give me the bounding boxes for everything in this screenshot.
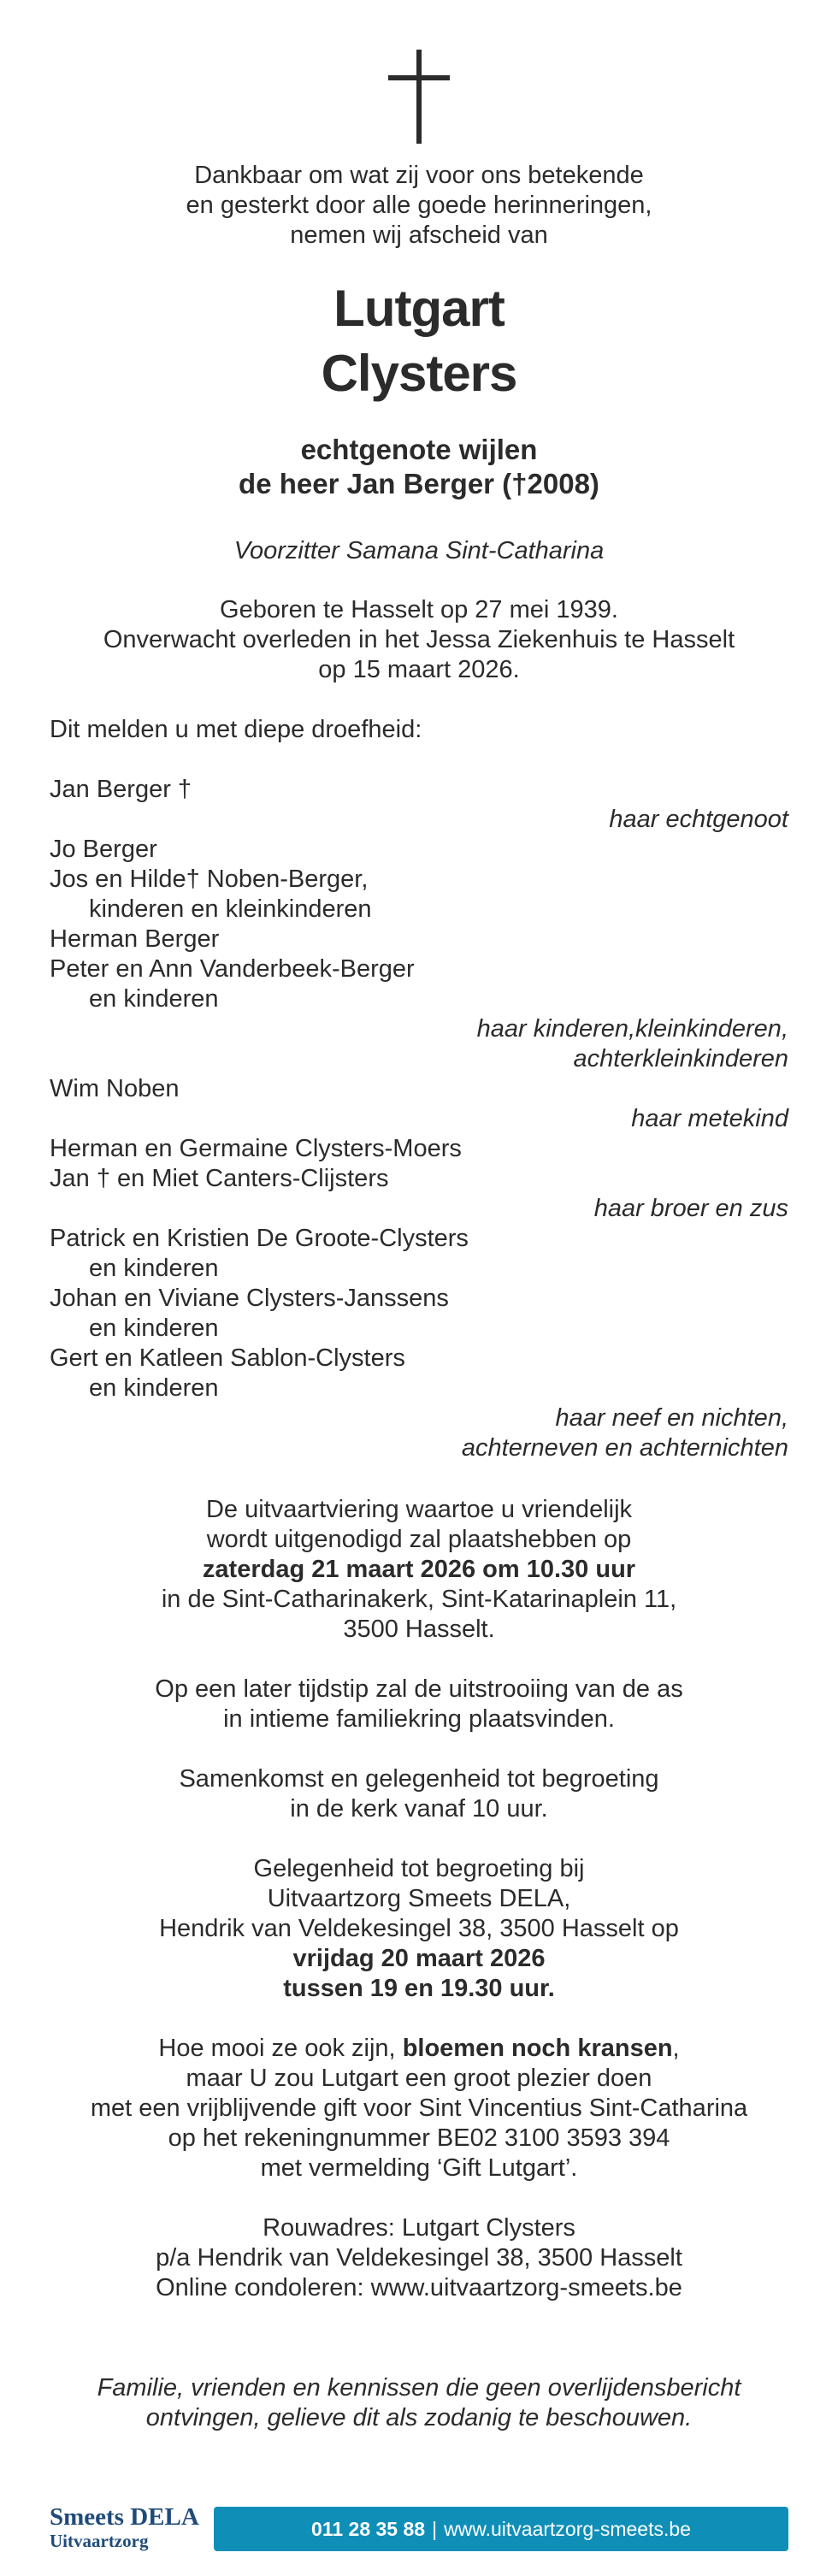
intro-line: en gesterkt door alle goede herinneringen, [186, 192, 652, 219]
family-member: Herman Berger [50, 925, 220, 953]
family-member: Jo Berger [50, 836, 157, 863]
family-member-sub: en kinderen [89, 1255, 219, 1282]
relation-label: haar echtgenoot [609, 806, 788, 833]
relation-label: haar metekind [631, 1105, 788, 1132]
phone-number[interactable]: 011 28 35 88 [311, 2518, 426, 2540]
family-member-sub: en kinderen [89, 1374, 219, 1402]
intro-line: nemen wij afscheid van [290, 222, 548, 249]
intro-text [0, 161, 838, 251]
visitation-date: vrijdag 20 maart 2026 [292, 1945, 546, 1972]
family-member-sub: en kinderen [89, 985, 219, 1013]
death-line: Onverwacht overleden in het Jessa Ziekenhuis te Hasselt [103, 626, 735, 653]
website-link[interactable]: www.uitvaartzorg-smeets.be [444, 2518, 691, 2540]
family-member: Jan Berger † [50, 776, 192, 803]
donation-line: maar U zou Lutgart een groot plezier doen [186, 2065, 652, 2092]
closing-line: ontvingen, gelieve dit als zodanig te beschouwen. [145, 2404, 693, 2431]
logo-subtitle: Uitvaartzorg [50, 2531, 149, 2551]
visitation-line: Hendrik van Veldekesingel 38, 3500 Hasselt op [159, 1915, 679, 1942]
logo-name: Smeets DELA [50, 2503, 199, 2531]
closing-line: Familie, vrienden en kennissen die geen overlijdensbericht [97, 2374, 741, 2402]
separator: | [432, 2518, 438, 2540]
relation-label: achterkleinkinderen [573, 1045, 788, 1072]
service-line: in de Sint-Catharinakerk, Sint-Katarinaplein 11, [161, 1586, 677, 1613]
spouse-line: de heer Jan Berger (†2008) [239, 468, 599, 499]
contact-bar [214, 2507, 788, 2551]
donation-line: met vermelding ‘Gift Lutgart’. [260, 2154, 578, 2182]
relation-label: haar kinderen,kleinkinderen, [476, 1015, 788, 1043]
role-text [0, 536, 838, 566]
role-line: Voorzitter Samana Sint-Catharina [233, 537, 605, 564]
family-member: Peter en Ann Vanderbeek-Berger [50, 955, 415, 983]
family-member: Jos en Hilde† Noben-Berger, [50, 866, 369, 893]
address-line: p/a Hendrik van Veldekesingel 38, 3500 Hasselt [156, 2244, 682, 2272]
service-info [0, 1495, 838, 2303]
family-member: Jan † en Miet Canters-Clijsters [50, 1165, 389, 1192]
spouse-line: echtgenote wijlen [300, 434, 538, 465]
ashes-line: in intieme familiekring plaatsvinden. [223, 1705, 615, 1733]
family-member-sub: en kinderen [89, 1315, 219, 1342]
visitation-line: Uitvaartzorg Smeets DELA, [267, 1885, 571, 1912]
visitation-time: tussen 19 en 19.30 uur. [283, 1975, 555, 2002]
birth-line: Geboren te Hasselt op 27 mei 1939. [220, 596, 618, 623]
account-line: op het rekeningnummer BE02 3100 3593 394 [168, 2124, 670, 2152]
death-date-line: op 15 maart 2026. [318, 656, 520, 683]
family-member: Herman en Germaine Clysters-Moers [50, 1135, 462, 1162]
gathering-line: in de kerk vanaf 10 uur. [290, 1795, 548, 1823]
visitation-line: Gelegenheid tot begroeting bij [253, 1855, 585, 1882]
funeral-home-logo [50, 2503, 199, 2551]
ashes-line: Op een later tijdstip zal de uitstrooiing van de as [155, 1675, 683, 1703]
cross-icon [388, 50, 450, 144]
last-name: Clysters [321, 345, 517, 402]
service-line: De uitvaartviering waartoe u vriendelijk [205, 1496, 633, 1523]
condolence-line: Online condoleren: www.uitvaartzorg-smeets.be [156, 2274, 682, 2301]
flowers-text: Hoe mooi ze ook zijn, [158, 2035, 403, 2062]
service-date: zaterdag 21 maart 2026 om 10.30 uur [202, 1556, 636, 1583]
family-member: Gert en Katleen Sablon-Clysters [50, 1344, 405, 1372]
donation-line: met een vrijblijvende gift voor Sint Vincentius Sint-Catharina [90, 2094, 748, 2122]
family-member-sub: kinderen en kleinkinderen [89, 895, 372, 923]
footer [0, 2491, 838, 2576]
spouse-note [0, 433, 838, 501]
address-line: Rouwadres: Lutgart Clysters [263, 2214, 575, 2242]
flowers-emphasis: bloemen noch kransen [402, 2035, 673, 2062]
relation-label: achterneven en achternichten [461, 1434, 788, 1462]
deceased-name [0, 276, 838, 406]
family-list [50, 715, 788, 1463]
closing-note [0, 2373, 838, 2433]
first-name: Lutgart [333, 280, 505, 337]
service-line: wordt uitgenodigd zal plaatshebben op [206, 1526, 632, 1553]
relation-label: haar broer en zus [593, 1195, 788, 1222]
flowers-comma: , [672, 2035, 680, 2062]
family-member: Patrick en Kristien De Groote-Clysters [50, 1225, 469, 1252]
family-member: Wim Noben [50, 1075, 180, 1102]
intro-line: Dankbaar om wat zij voor ons betekende [194, 162, 644, 189]
gathering-line: Samenkomst en gelegenheid tot begroeting [179, 1765, 659, 1793]
birth-death-info [0, 595, 838, 685]
family-member: Johan en Viviane Clysters-Janssens [50, 1285, 449, 1312]
relation-label: haar neef en nichten, [555, 1404, 788, 1432]
service-line: 3500 Hasselt. [343, 1616, 495, 1643]
announce-line: Dit melden u met diepe droefheid: [50, 716, 422, 743]
flowers-line [0, 2034, 838, 2064]
